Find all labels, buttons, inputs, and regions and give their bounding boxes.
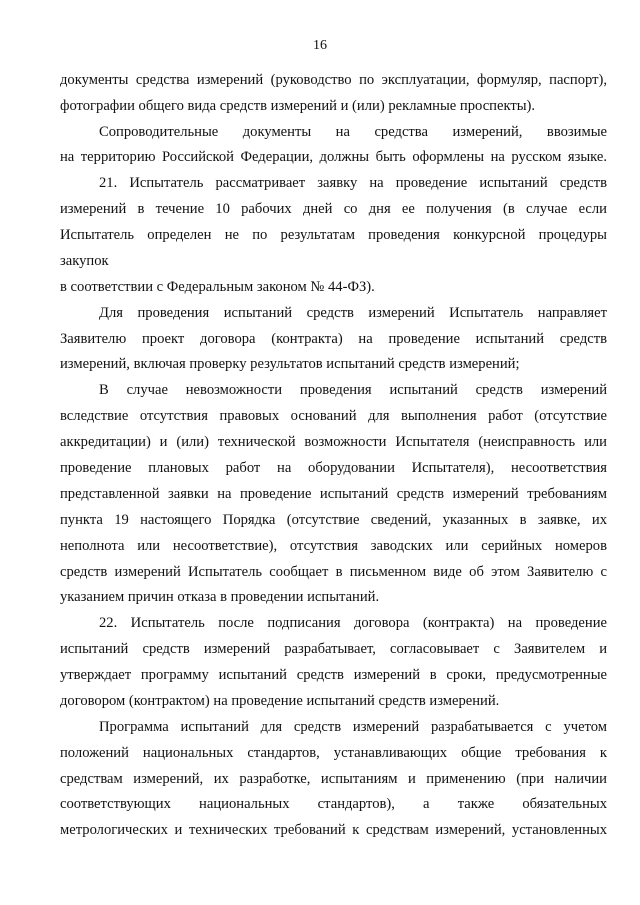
- text-line: проведение плановых работ на оборудовании Испытателя), несоответствия: [60, 460, 607, 476]
- text-line: 22. Испытатель после подписания договора (контракта) на проведение: [99, 615, 607, 631]
- text-line: утверждает программу испытаний средств измерений в сроки, предусмотренные: [60, 667, 607, 683]
- text-line: Программа испытаний для средств измерений разрабатывается с учетом: [99, 719, 607, 735]
- page-number: 16: [313, 38, 327, 53]
- text-line: документы средства измерений (руководство по эксплуатации, формуляр, паспорт),: [60, 72, 607, 88]
- text-line: Для проведения испытаний средств измерений Испытатель направляет: [99, 305, 607, 321]
- text-line: договором (контрактом) на проведение испытаний средств измерений.: [60, 693, 500, 709]
- text-line: указанием причин отказа в проведении испытаний.: [60, 589, 380, 605]
- text-line: закупок: [60, 253, 109, 269]
- text-line: измерений в течение 10 рабочих дней со дня ее получения (в случае если: [60, 201, 607, 217]
- text-line: средств измерений Испытатель сообщает в письменном виде об этом Заявителю с: [60, 564, 607, 580]
- text-line: положений национальных стандартов, устанавливающих общие требования к: [60, 745, 607, 761]
- text-line: вследствие отсутствия правовых оснований для выполнения работ (отсутствие: [60, 408, 607, 424]
- text-line: пункта 19 настоящего Порядка (отсутствие сведений, указанных в заявке, их: [60, 512, 607, 528]
- text-line: неполнота или несоответствие), отсутствия заводских или серийных номеров: [60, 538, 607, 554]
- text-line: Сопроводительные документы на средства измерений, ввозимые: [99, 124, 607, 140]
- text-line: испытаний средств измерений разрабатывает, согласовывает с Заявителем и: [60, 641, 607, 657]
- text-line: аккредитации) и (или) технической возможности Испытателя (неисправность или: [60, 434, 607, 450]
- text-line: средствам измерений, их разработке, испытаниям и применению (при наличии: [60, 771, 607, 787]
- text-line: 21. Испытатель рассматривает заявку на проведение испытаний средств: [99, 175, 607, 191]
- text-line: Заявителю проект договора (контракта) на проведение испытаний средств: [60, 331, 607, 347]
- text-line: измерений, включая проверку результатов испытаний средств измерений;: [60, 356, 520, 372]
- text-line: соответствующих национальных стандартов), а также обязательных: [60, 796, 607, 812]
- text-line: в соответствии с Федеральным законом № 44-ФЗ).: [60, 279, 375, 295]
- text-line: В случае невозможности проведения испытаний средств измерений: [99, 382, 607, 398]
- text-line: представленной заявки на проведение испытаний средств измерений требованиям: [60, 486, 607, 502]
- text-line: фотографии общего вида средств измерений и (или) рекламные проспекты).: [60, 98, 536, 114]
- text-line: метрологических и технических требований к средствам измерений, установленных: [60, 822, 607, 838]
- text-line: на территорию Российской Федерации, должны быть оформлены на русском языке.: [60, 149, 607, 165]
- text-line: Испытатель определен не по результатам проведения конкурсной процедуры: [60, 227, 607, 243]
